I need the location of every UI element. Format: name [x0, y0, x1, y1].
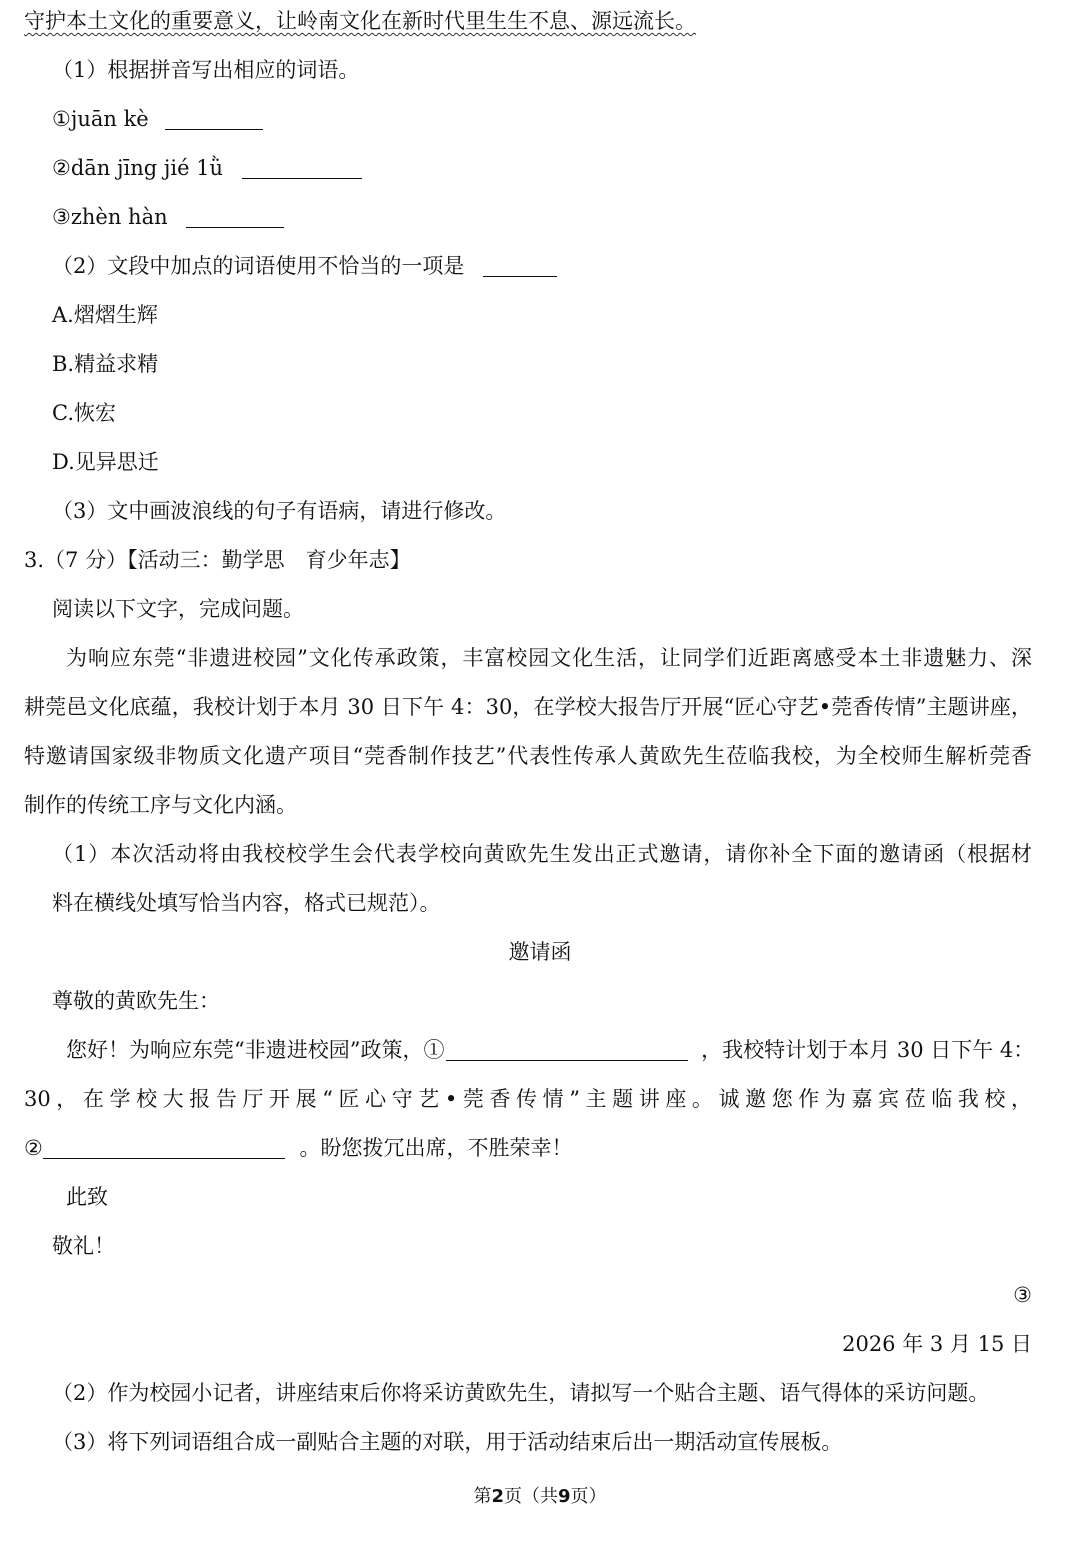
answer-blank-3	[186, 205, 284, 228]
pinyin-item-3	[52, 202, 284, 232]
q2-sub1: （1）根据拼音写出相应的词语。	[52, 58, 360, 82]
letter-blank-1	[446, 1038, 688, 1061]
footer-suffix: 页）	[570, 1486, 607, 1507]
letter-title: 邀请函	[508, 940, 572, 964]
letter-body-3b: 。盼您拨冗出席，不胜荣幸！	[299, 1136, 573, 1160]
pinyin-3-text: ③zhèn hàn	[52, 205, 168, 229]
pinyin-2-text: ②dān jīng jié 1ǜ	[52, 156, 224, 180]
answer-blank-1	[165, 107, 263, 130]
answer-blank-choice	[483, 254, 557, 277]
pinyin-1-text: ①juān kè	[52, 107, 149, 131]
q3-sub2: （2）作为校园小记者，讲座结束后你将采访黄欧先生，请拟写一个贴合主题、语气得体的采访问题。	[52, 1381, 990, 1405]
letter-closing-2: 敬礼！	[52, 1234, 115, 1258]
passage-line-2: 耕莞邑文化底蕴，我校计划于本月 30 日下午 4：30，在学校大报告厅开展“匠心守艺•莞香传情”主题讲座，	[24, 695, 1032, 719]
letter-date: 2026 年 3 月 15 日	[842, 1332, 1032, 1356]
letter-closing-1: 此致	[66, 1185, 108, 1209]
footer-total-pages: 9	[558, 1486, 571, 1507]
letter-body-1b: ，我校特计划于本月 30 日下午 4：	[701, 1038, 1035, 1062]
option-d: D.见异思迁	[52, 450, 159, 474]
answer-blank-2	[242, 156, 362, 179]
q2-sub2	[52, 251, 557, 281]
q3-sub1-line-2: 料在横线处填写恰当内容，格式已规范）。	[52, 891, 441, 915]
letter-body-line-2: 30，在学校大报告厅开展“匠心守艺•莞香传情”主题讲座。诚邀您作为嘉宾莅临我校，	[24, 1087, 1032, 1111]
footer-prefix: 第	[473, 1486, 492, 1507]
pinyin-item-2	[52, 153, 362, 183]
continuation-text: 守护本土文化的重要意义，让岭南文化在新时代里生生不息、源远流长。	[24, 9, 696, 33]
passage-line-4: 制作的传统工序与文化内涵。	[24, 793, 297, 817]
footer-middle: 页（共	[504, 1486, 558, 1507]
passage-line-3: 特邀请国家级非物质文化遗产项目“莞香制作技艺”代表性传承人黄欧先生莅临我校，为全校师生解析莞香	[24, 744, 1032, 768]
passage-line-1: 为响应东莞“非遗进校园”文化传承政策，丰富校园文化生活，让同学们近距离感受本土非遗魅力、深	[66, 646, 1032, 670]
q3-sub1-line-1: （1）本次活动将由我校校学生会代表学校向黄欧先生发出正式邀请，请你补全下面的邀请函（根据材	[52, 842, 1032, 866]
letter-signature: ③	[1013, 1283, 1032, 1307]
pinyin-item-1	[52, 104, 263, 134]
letter-body-line-1	[66, 1035, 1034, 1065]
letter-blank-2	[43, 1136, 285, 1159]
option-a: A.熠熠生辉	[52, 303, 158, 327]
page-footer	[0, 1482, 1080, 1512]
letter-body-line-3	[24, 1133, 573, 1163]
footer-page-number: 2	[491, 1486, 504, 1507]
q3-sub3: （3）将下列词语组合成一副贴合主题的对联，用于活动结束后出一期活动宣传展板。	[52, 1430, 843, 1454]
letter-body-3a: ②	[24, 1136, 43, 1160]
q3-instruction: 阅读以下文字，完成问题。	[52, 597, 304, 621]
q2-sub3: （3）文中画波浪线的句子有语病，请进行修改。	[52, 499, 507, 523]
letter-body-1a: 您好！为响应东莞“非遗进校园”政策，①	[66, 1038, 445, 1062]
option-b: B.精益求精	[52, 352, 159, 376]
q2-sub2-text: （2）文段中加点的词语使用不恰当的一项是	[52, 254, 465, 278]
option-c: C.恢宏	[52, 401, 116, 425]
q3-header: 3.（7 分）【活动三：勤学思 育少年志】	[24, 548, 411, 572]
letter-salutation: 尊敬的黄欧先生：	[52, 989, 220, 1013]
